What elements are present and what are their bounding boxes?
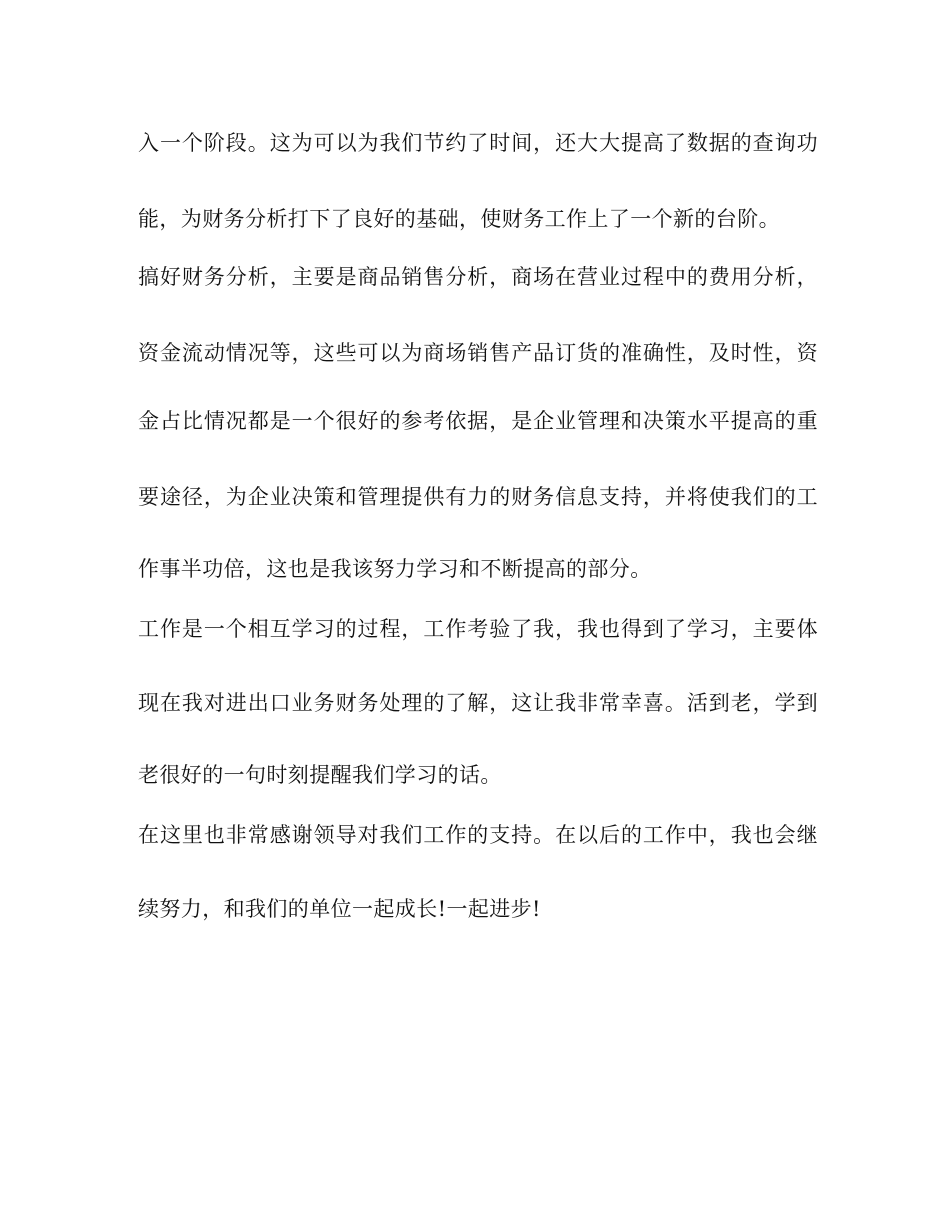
text-line: 搞好财务分析，主要是商品销售分析，商场在营业过程中的费用分析， <box>138 265 818 289</box>
text-line: 要途径，为企业决策和管理提供有力的财务信息支持，并将使我们的工 <box>138 485 818 509</box>
text-line: 入一个阶段。这为可以为我们节约了时间，还大大提高了数据的查询功 <box>138 131 818 155</box>
text-line: 能，为财务分析打下了良好的基础，使财务工作上了一个新的台阶。 <box>138 207 780 231</box>
text-line: 在这里也非常感谢领导对我们工作的支持。在以后的工作中，我也会继 <box>138 823 818 847</box>
text-line: 续努力，和我们的单位一起成长!一起进步! <box>138 897 541 921</box>
text-line: 作事半功倍，这也是我该努力学习和不断提高的部分。 <box>138 557 652 581</box>
text-line: 现在我对进出口业务财务处理的了解，这让我非常幸喜。活到老，学到 <box>138 691 818 715</box>
text-line: 金占比情况都是一个很好的参考依据，是企业管理和决策水平提高的重 <box>138 409 818 433</box>
text-line: 工作是一个相互学习的过程，工作考验了我，我也得到了学习，主要体 <box>138 617 818 641</box>
text-line: 资金流动情况等，这些可以为商场销售产品订货的准确性，及时性，资 <box>138 341 818 365</box>
text-line: 老很好的一句时刻提醒我们学习的话。 <box>138 763 502 787</box>
